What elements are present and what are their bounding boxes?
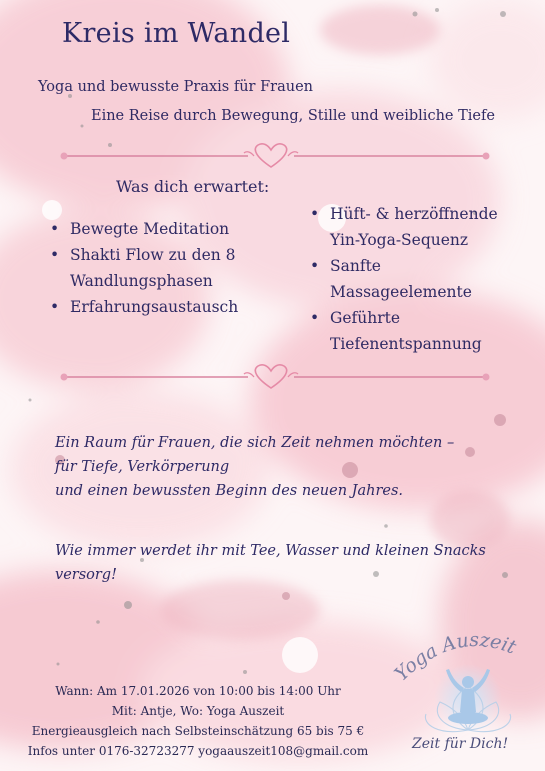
- snacks-note: Wie immer werdet ihr mit Tee, Wasser und kleinen Snacks versorg!: [55, 543, 486, 583]
- expect-heading: Was dich erwartet:: [116, 177, 270, 196]
- event-date: Wann: Am 17.01.2026 von 10:00 bis 14:00 Uhr: [55, 684, 341, 698]
- list-item: • Hüft- & herzöffnende Yin-Yoga-Sequenz: [310, 201, 530, 253]
- list-item: • Sanfte Massageelemente: [310, 253, 530, 305]
- subtitle: Yoga und bewusste Praxis für Frauen: [38, 79, 313, 95]
- list-item: • Bewegte Meditation: [50, 216, 290, 242]
- tagline: Eine Reise durch Bewegung, Stille und weibliche Tiefe: [91, 108, 495, 124]
- intro-quote: Ein Raum für Frauen, die sich Zeit nehmen möchten – für Tiefe, Verkörperung und einen bewussten Beginn des neuen Jahres.: [55, 435, 455, 499]
- heart-divider-icon: [58, 362, 492, 392]
- event-contact: Infos unter 0176-32723277 yogaauszeit108@gmail.com: [27, 744, 369, 758]
- event-price: Energieausgleich nach Selbsteinschätzung 65 bis 75 €: [31, 724, 365, 738]
- svg-text:Yoga Auszeit: Yoga Auszeit: [390, 628, 520, 686]
- heart-divider: [58, 141, 492, 171]
- offer-list-right: [310, 201, 530, 357]
- list-item: • Geführte Tiefenentspannung: [310, 305, 530, 357]
- logo-slogan: Zeit für Dich!: [412, 736, 509, 752]
- heart-divider-icon: [58, 141, 492, 171]
- heart-divider: [58, 362, 492, 392]
- event-info: [8, 681, 388, 761]
- event-host-location: Mit: Antje, Wo: Yoga Auszeit: [111, 704, 285, 718]
- page-title: Kreis im Wandel: [62, 18, 291, 49]
- list-item: • Erfahrungsaustausch: [50, 294, 290, 320]
- list-item: • Shakti Flow zu den 8 Wandlungsphasen: [50, 242, 290, 294]
- offer-list-left: [50, 216, 290, 320]
